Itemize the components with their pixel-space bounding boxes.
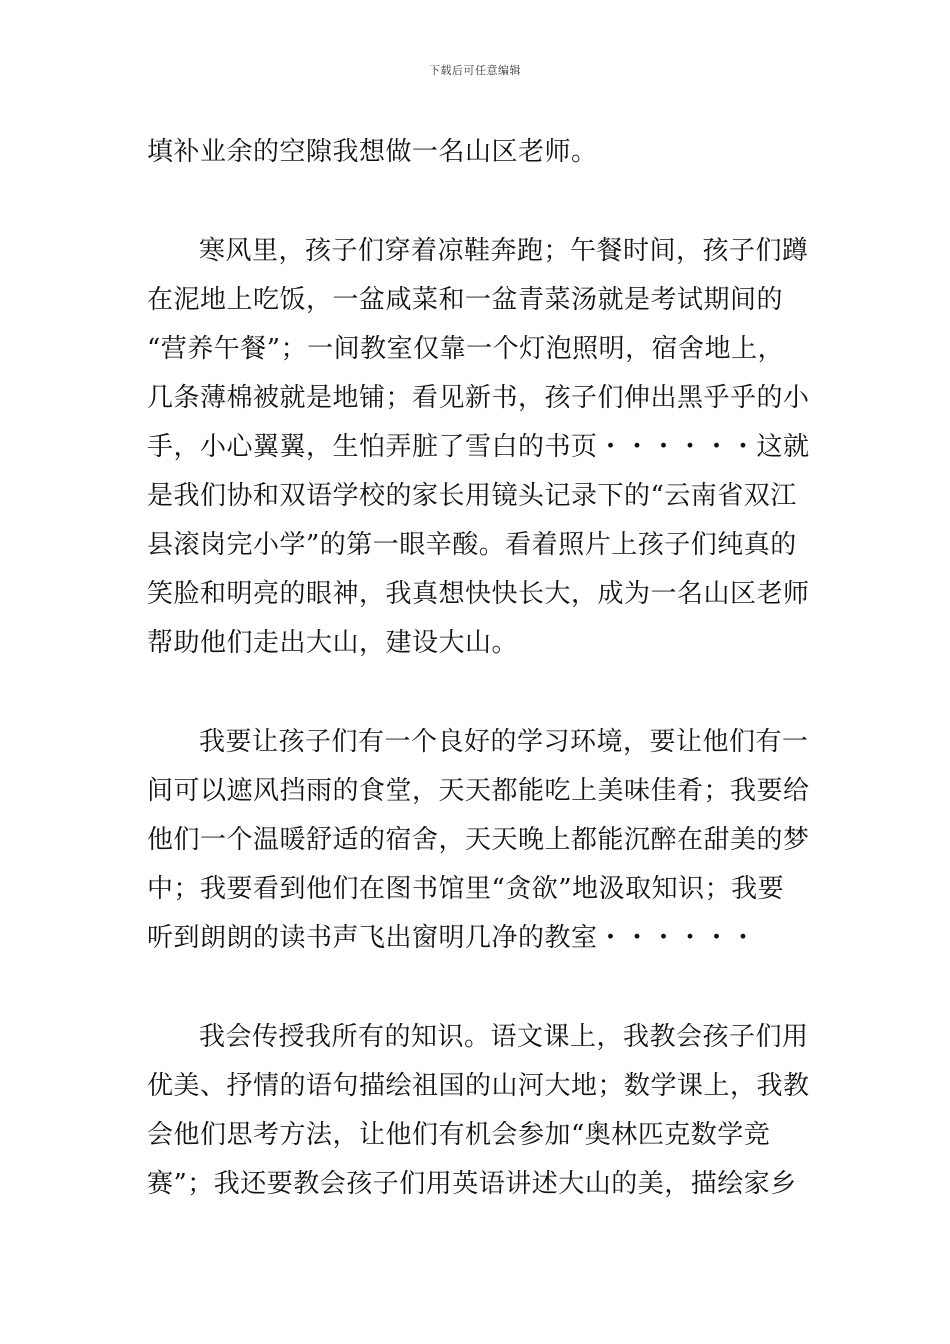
paragraph-gap	[147, 177, 807, 227]
text-line: 优美、抒情的语句描绘祖国的山河大地；数学课上，我教	[147, 1071, 810, 1101]
text-line: “营养午餐”；一间教室仅靠一个灯泡照明，宿舍地上，	[147, 334, 785, 364]
text-line: 他们一个温暖舒适的宿舍，天天晚上都能沉醉在甜美的梦	[147, 825, 810, 855]
paragraph-gap	[147, 668, 807, 718]
text-line: 县滚岗完小学”的第一眼辛酸。看着照片上孩子们纯真的	[147, 530, 797, 560]
paragraph-gap	[147, 963, 807, 1013]
paragraph-3	[147, 718, 810, 963]
document-body	[147, 128, 810, 1209]
text-line: 笑脸和明亮的眼神，我真想快快长大，成为一名山区老师	[147, 579, 810, 609]
text-line: 手，小心翼翼，生怕弄脏了雪白的书页・・・・・・这就	[147, 432, 810, 462]
text-line: 听到朗朗的读书声飞出窗明几净的教室・・・・・・	[147, 923, 757, 953]
text-line: 我要让孩子们有一个良好的学习环境，要让他们有一	[199, 727, 809, 757]
text-line: 会他们思考方法，让他们有机会参加“奥林匹克数学竞	[147, 1120, 771, 1150]
text-line: 填补业余的空隙我想做一名山区老师。	[147, 137, 598, 167]
text-line: 我会传授我所有的知识。语文课上，我教会孩子们用	[199, 1022, 809, 1052]
text-line: 中；我要看到他们在图书馆里“贪欲”地汲取知识；我要	[147, 874, 785, 904]
page-header: 下载后可任意编辑	[429, 64, 521, 77]
text-line: 帮助他们走出大山，建设大山。	[147, 628, 519, 658]
paragraph-1	[147, 128, 807, 177]
text-line: 是我们协和双语学校的家长用镜头记录下的“云南省双江	[147, 481, 797, 511]
text-line: 几条薄棉被就是地铺；看见新书，孩子们伸出黑乎乎的小	[147, 383, 810, 413]
text-line: 在泥地上吃饭，一盆咸菜和一盆青菜汤就是考试期间的	[147, 285, 784, 315]
text-line: 间可以遮风挡雨的食堂，天天都能吃上美味佳肴；我要给	[147, 776, 810, 806]
paragraph-4	[147, 1013, 810, 1209]
paragraph-2	[147, 227, 810, 668]
text-line: 赛”；我还要教会孩子们用英语讲述大山的美，描绘家乡	[147, 1169, 797, 1199]
text-line: 寒风里，孩子们穿着凉鞋奔跑；午餐时间，孩子们蹲	[199, 236, 809, 266]
